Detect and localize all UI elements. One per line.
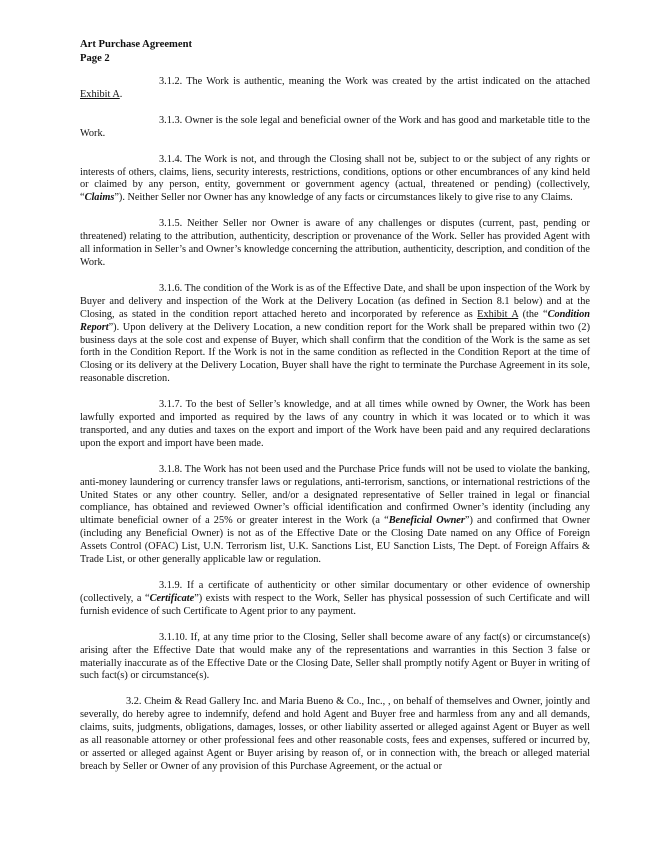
section-3-1-4 (80, 154, 590, 206)
section-3-1-8 (80, 464, 590, 567)
defined-term-claims: Claims (84, 192, 115, 204)
section-3-1-6 (80, 283, 590, 386)
section-3-1-9 (80, 580, 590, 619)
section-3-1-5: 3.1.5. Neither Seller nor Owner is aware of any challenges or disputes (current, past, pending or threatened) relating to the attribution, authenticity, description or provenance of the Work. Seller has provided Agent with all information in Seller’s and Owner’s knowledge concerning the attribution, authenticity, description, and condition of the Work. (80, 218, 590, 268)
section-3-1-4-text-2: ”). Neither Seller nor Owner has any knowledge of any facts or circumstances likely to give rise to any Claims. (114, 192, 573, 204)
section-3-1-6-text-2: (the “ (518, 308, 548, 320)
section-3-1-10: 3.1.10. If, at any time prior to the Closing, Seller shall become aware of any fact(s) or circumstance(s) arising after the Effective Date that would make any of the representations and warranties in this Section 3 false or materially inaccurate as of the Effective Date or the Closing Date, Seller shall promptly notify Agent or Buyer in writing of such fact(s) or circumstance(s). (80, 631, 590, 682)
document-body (80, 76, 590, 787)
document-header (80, 38, 192, 66)
section-3-1-9-text: 3.1.9. If a certificate of authenticity or other similar documentary or other evidence of ownership (collectively, a “ (80, 580, 590, 604)
defined-term-beneficial-owner: Beneficial Owner (388, 515, 465, 527)
section-3-1-7: 3.1.7. To the best of Seller’s knowledge, and at all times while owned by Owner, the Work has been lawfully exported and imported as required by the laws of any country in which it was located or to which it was transported, and any duties and taxes on the export and import of the Work have been paid and any required declarations upon the export and import have been made. (80, 399, 590, 449)
document-title: Art Purchase Agreement (80, 39, 192, 50)
section-3-1-2-end: . (119, 88, 123, 100)
section-3-1-4-text: 3.1.4. The Work is not, and through the Closing shall not be, subject to or the subject of any rights or interests of others, claims, liens, security interests, restrictions, conditions, options or other encumbrances of any kind held or claimed by any person, entity, government or government agency (actual, threatened or pending) (collectively, “ (80, 153, 590, 204)
exhibit-a-reference: Exhibit A (80, 88, 120, 100)
section-3-1-8-text: 3.1.8. The Work has not been used and the Purchase Price funds will not be used to violate the banking, anti-money laundering or currency transfer laws or regulations, anti-terrorism, sanctions, or international restrictions of the United States or any other country. Seller, and/or a designated representative of Seller trained in legal or financial compliance, has obtained and reviewed Owner’s official identification and confirmed Owner’s identity (including any ultimate beneficial owner of a 25% or greater interest in the Work (a “ (80, 463, 590, 527)
section-3-1-2-text: 3.1.2. The Work is authentic, meaning the Work was created by the artist indicated on the attached (159, 76, 590, 87)
defined-term-condition-report: Condition Report (80, 308, 590, 333)
section-3-1-6-text-3: ”). Upon delivery at the Delivery Location, a new condition report for the Work shall be prepared within two (2) business days at the sole cost and expense of Buyer, which shall confirm that the condition of the Work is the same as set forth in the Condition Report. If the Work is not in the same condition as reflected in the Condition Report at the time of Closing or its delivery at the Delivery Location, Buyer shall have the right to terminate the Purchase Agreement in its sole, reasonable discretion. (80, 321, 590, 385)
section-3-1-9-text-2: ”) exists with respect to the Work, Seller has physical possession of such Certificate and will furnish evidence of such Certificate to Agent prior to any payment. (80, 592, 590, 617)
section-3-1-2 (80, 76, 590, 102)
defined-term-certificate: Certificate (149, 592, 195, 604)
section-3-2: 3.2. Cheim & Read Gallery Inc. and Maria Bueno & Co., Inc., , on behalf of themselves and Owner, jointly and severally, do hereby agree to indemnify, defend and hold Agent and Buyer free and harmless from any and all demands, claims, suits, judgments, obligations, damages, losses, or other liability asserted or alleged against Agent or Buyer as well as all reasonable attorney or other professional fees and other reasonable costs, fees and expenses, suffered or incurred by, or asserted or alleged against Agent or Buyer arising by reason of, or in connection with, the breach or alleged material breach by Seller or Owner of any provision of this Purchase Agreement, or the actual or (80, 696, 590, 772)
exhibit-a-reference: Exhibit A (477, 308, 519, 320)
section-3-1-3: 3.1.3. Owner is the sole legal and beneficial owner of the Work and has good and marketable title to the Work. (80, 114, 590, 139)
section-3-1-6-text: 3.1.6. The condition of the Work is as of the Effective Date, and shall be upon inspection of the Work by Buyer and delivery and inspection of the Work at the Delivery Location (as defined in Section 8.1 below) and at the Closing, as stated in the condition report attached hereto and incorporated by reference as (80, 282, 590, 320)
section-3-1-8-text-2: ”) and confirmed that Owner (including any Beneficial Owner) is not as of the Effective Date or the Closing Date named on any Office of Foreign Assets Control (OFAC) List, U.N. Terrorism list, U.K. Sanctions List, EU Sanction Lists, The Dept. of Foreign Affairs & Trade List, or other generally applicable law or regulation. (80, 515, 591, 566)
page-number: Page 2 (80, 53, 110, 64)
